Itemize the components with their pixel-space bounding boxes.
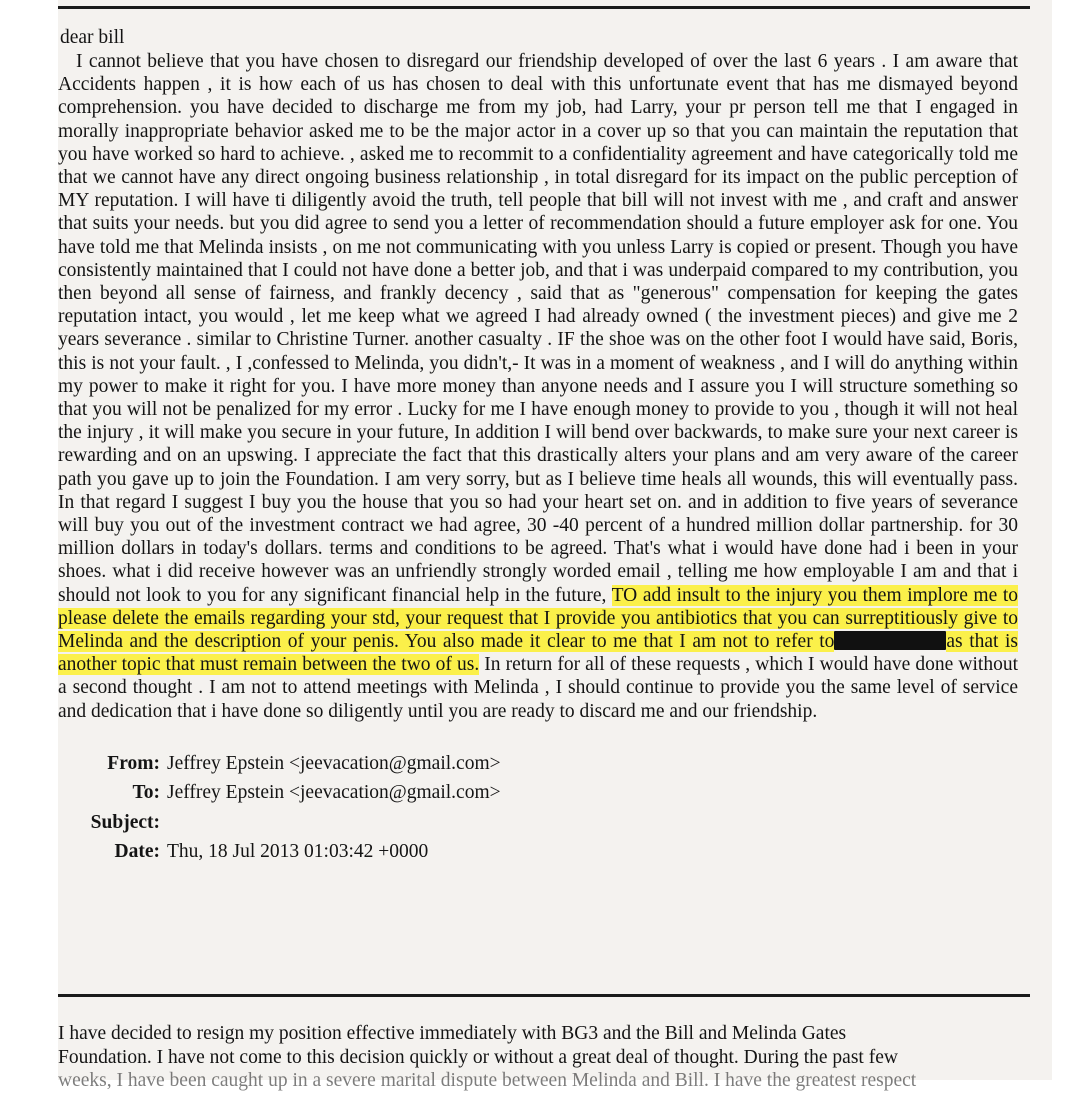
redaction-bar — [834, 631, 946, 650]
highlighted-passage-1: TO add insult to the injury you them implore me to please delete the emails regarding your std, your request that I provide you antibiotics that you can surreptitiously give to Melinda and the description of your penis. You also made it clear to me that I am not to refer to — [58, 584, 1018, 653]
email-header-block — [58, 749, 1026, 867]
letter-text-part-1: I cannot believe that you have chosen to disregard our friendship developed of over the last 6 years . I am aware that Accidents happen , it is how each of us has chosen to deal with this unfortunate event that has me dismayed beyond comprehension. you have decided to discharge me from my job, had Larry, your pr person tell me that I engaged in morally inappropriate behavior asked me to be the major actor in a cover up so that you can maintain the reputation that you have worked so hard to achieve. , asked me to recommit to a confidentiality agreement and have categorically told me that we cannot have any direct ongoing business relationship , in total disregard for its impact on the public perception of MY reputation. I will have ti diligently avoid the truth, tell people that bill will not invest with me , and craft and answer that suits your needs. but you did agree to send you a letter of recommendation should a future employer ask for one. You have told me that Melinda insists , on me not communicating with you unless Larry is copied or present. Though you have consistently maintained that I could not have done a better job, and that i was underpaid compared to my contribution, you then beyond all sense of fairness, and frankly decency , said that as "generous" compensation for keeping the gates reputation intact, you would , let me keep what we agreed I had already owned ( the investment pieces) and give me 2 years severance . similar to Christine Turner. another casualty . IF the shoe was on the other foot I would have said, Boris, this is not your fault. , I ,confessed to Melinda, you didn't,- It was in a moment of weakness , and I will do anything within my power to make it right for you. I have more money than anyone needs and I assure you I will structure something so that you will not be penalized for my error . Lucky for me I have enough money to provide to you , though it will not heal the injury , it will make you secure in your future, In addition I will bend over backwards, to make sure your next career is rewarding and on an upswing. I appreciate the fact that this drastically alters your plans and am very aware of the career path you gave up to join the Foundation. I am very sorry, but as I believe time heals all wounds, this will eventually pass. In that regard I suggest I buy you the house that you so had your heart set on. and in addition to five years of severance will buy you out of the investment contract we had agree, 30 -40 percent of a hundred million dollar partnership. for 30 million dollars in today's dollars. terms and conditions to be agreed. That's what i would have done had i been in your shoes. what i did receive however was an unfriendly strongly worded email , telling me how employable I am and that i should not look to you for any significant financial help in the future, — [58, 51, 1018, 606]
header-row-subject — [88, 808, 1026, 838]
footer-line-3: weeks, I have been caught up in a severe marital dispute between Melinda and Bill. I have the greatest respect — [58, 1070, 917, 1091]
header-label-subject: Subject: — [90, 811, 160, 833]
salutation: dear bill — [60, 27, 125, 48]
footer-line-1: I have decided to resign my position effective immediately with BG3 and the Bill and Melinda Gates — [58, 1023, 847, 1044]
next-document-excerpt — [58, 1022, 1026, 1091]
bottom-horizontal-rule — [58, 994, 1030, 997]
header-row-from — [88, 749, 1026, 779]
header-value-to: Jeffrey Epstein <jeevacation@gmail.com> — [167, 782, 501, 804]
header-row-date — [88, 837, 1026, 867]
page-right-margin — [1052, 0, 1080, 1080]
highlighted-passage-2: as that is another topic that must remain between the two of us. — [58, 631, 1018, 676]
footer-line-2: Foundation. I have not come to this decision quickly or without a great deal of thought. During the past few — [58, 1046, 898, 1068]
header-label-date: Date: — [114, 841, 160, 863]
header-label-from: From: — [107, 752, 160, 774]
letter-text-part-2: In return for all of these requests , which I would have done without a second thought . I am not to attend meetings with Melinda , I should continue to provide you the same level of service and dedication that i have done so diligently until you are ready to discard me and our friendship. — [58, 654, 1018, 722]
header-row-to — [88, 778, 1026, 808]
header-label-to: To: — [132, 782, 160, 804]
top-horizontal-rule — [58, 6, 1030, 9]
letter-body-container — [58, 26, 1026, 867]
header-value-date: Thu, 18 Jul 2013 01:03:42 +0000 — [167, 841, 429, 863]
header-value-from: Jeffrey Epstein <jeevacation@gmail.com> — [167, 752, 501, 774]
letter-paragraph — [58, 50, 1026, 723]
page-left-margin — [0, 0, 58, 1080]
